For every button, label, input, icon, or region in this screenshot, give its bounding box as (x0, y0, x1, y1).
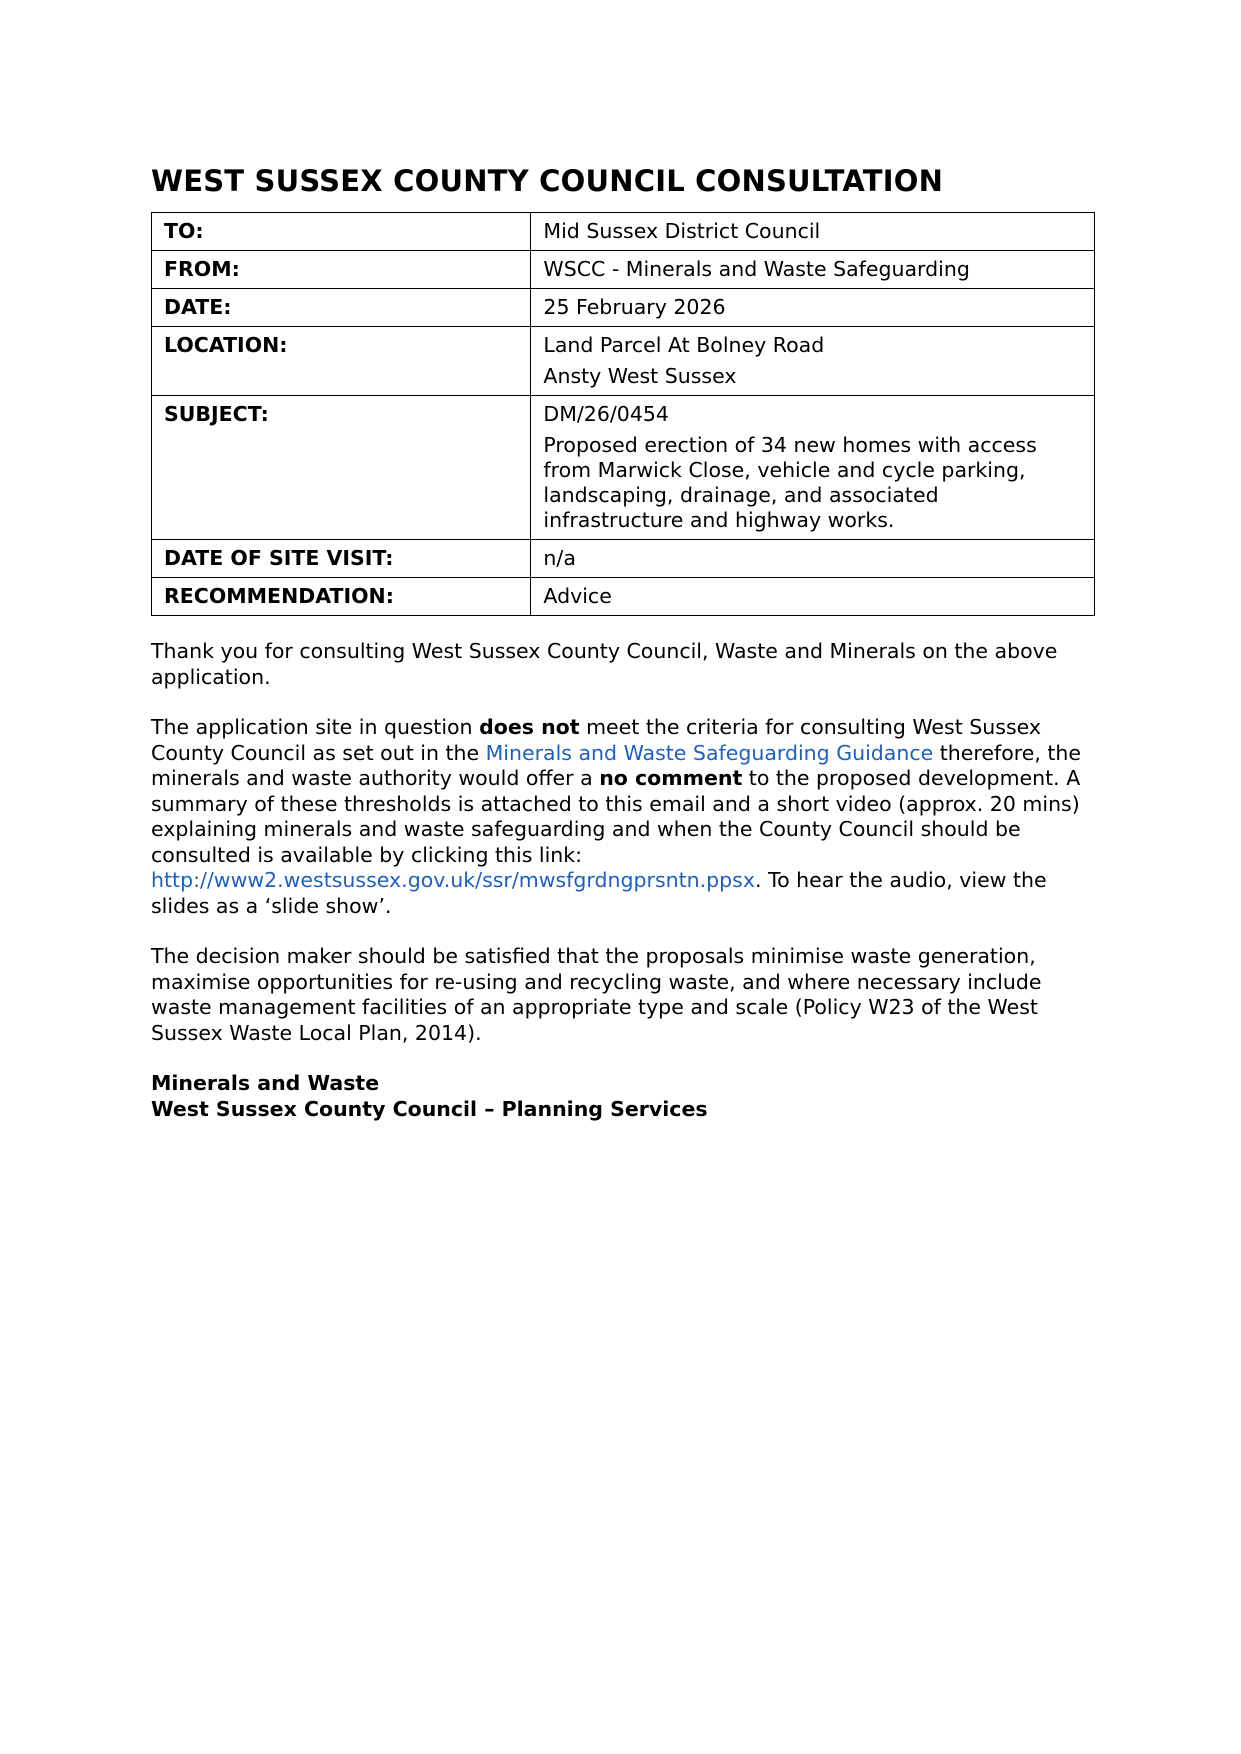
table-row-date (152, 289, 1095, 327)
date-value: 25 February 2026 (531, 289, 1095, 327)
decision-maker-paragraph: The decision maker should be satisfied that the proposals minimise waste generation, maximise opportunities for re-using and recycling waste, and where necessary include waste management facilities of an appropriate type and scale (Policy W23 of the West Sussex Waste Local Plan, 2014). (151, 944, 1042, 1045)
no-comment-emphasis: no comment (599, 766, 743, 790)
to-label: TO: (152, 213, 531, 251)
location-line-1: Land Parcel At Bolney Road (543, 333, 825, 357)
table-row-recommendation (152, 578, 1095, 616)
location-label: LOCATION: (152, 327, 531, 396)
location-value (531, 327, 1095, 396)
site-visit-value: n/a (531, 540, 1095, 578)
safeguarding-guidance-link[interactable]: Minerals and Waste Safeguarding Guidance (485, 740, 934, 765)
does-not-emphasis: does not (479, 715, 580, 739)
from-label: FROM: (152, 251, 531, 289)
subject-value (531, 396, 1095, 540)
table-row-subject (152, 396, 1095, 540)
recommendation-label: RECOMMENDATION: (152, 578, 531, 616)
signature-line-2: West Sussex County Council – Planning Services (151, 1096, 708, 1121)
signature-block (151, 1071, 1095, 1122)
subject-label: SUBJECT: (152, 396, 531, 540)
criteria-text-1: The application site in question (151, 715, 480, 739)
subject-description: Proposed erection of 34 new homes with access from Marwick Close, vehicle and cycle parking, landscaping, drainage, and associated infrastructure and highway works. (543, 433, 1037, 532)
table-row-to (152, 213, 1095, 251)
criteria-text-2: meet the criteria for consulting West Sussex County Council as set out in the (151, 715, 1042, 765)
table-row-location (152, 327, 1095, 396)
from-value: WSCC - Minerals and Waste Safeguarding (531, 251, 1095, 289)
document-page (151, 160, 1095, 1122)
document-title: WEST SUSSEX COUNTY COUNCIL CONSULTATION (151, 164, 944, 198)
table-row-site-visit (152, 540, 1095, 578)
criteria-text-3: therefore, the minerals and waste authority would offer a (151, 740, 1082, 790)
video-presentation-link[interactable]: http://www2.westsussex.gov.uk/ssr/mwsfgrdngprsntn.ppsx (151, 868, 755, 892)
consultation-details-table (151, 212, 1095, 616)
recommendation-value: Advice (531, 578, 1095, 616)
date-label: DATE: (152, 289, 531, 327)
criteria-paragraph (151, 715, 1095, 919)
table-row-from (152, 251, 1095, 289)
location-line-2: Ansty West Sussex (543, 364, 737, 388)
criteria-text-5: . To hear the audio, view the slides as a ‘slide show’. (151, 868, 1047, 918)
to-value: Mid Sussex District Council (531, 213, 1095, 251)
thank-you-paragraph: Thank you for consulting West Sussex County Council, Waste and Minerals on the above application. (151, 639, 1058, 689)
signature-line-1: Minerals and Waste (151, 1071, 380, 1095)
criteria-text-4: to the proposed development. A summary of these thresholds is attached to this email and a short video (approx. 20 mins) explaining minerals and waste safeguarding and when the County Council should be consulted is available by clicking this link: (151, 766, 1081, 867)
site-visit-label: DATE OF SITE VISIT: (152, 540, 531, 578)
subject-reference: DM/26/0454 (543, 402, 669, 426)
